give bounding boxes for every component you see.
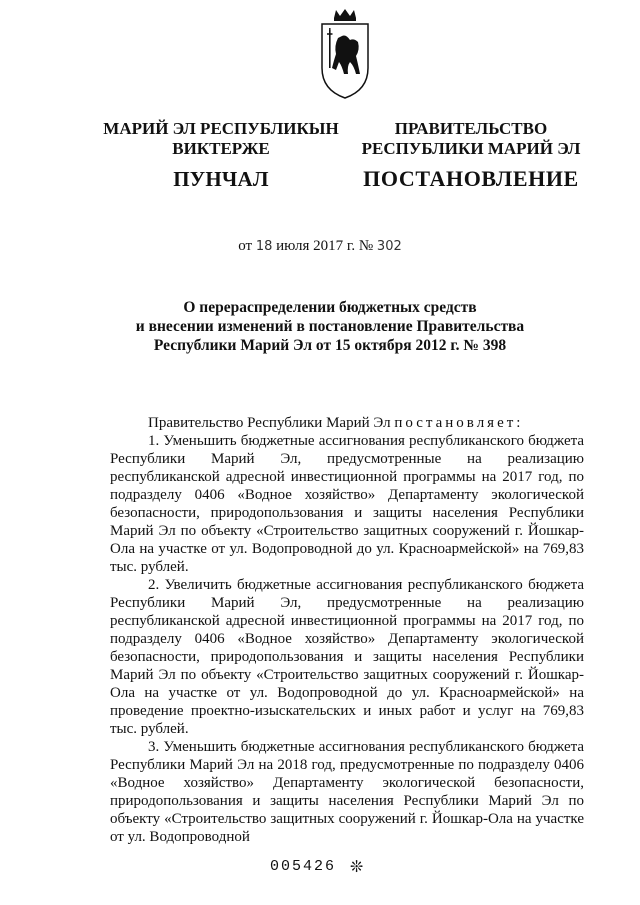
footer-mark-icon: ❊ <box>350 857 364 876</box>
header-right-doctype: ПОСТАНОВЛЕНИЕ <box>363 166 579 191</box>
title-line-2: и внесении изменений в постановление Правительства <box>135 318 525 335</box>
paragraph-1: 1. Уменьшить бюджетные ассигнования республиканского бюджета Республики Марий Эл, предусмотренные на реализацию республиканской адресной инвестиционной программы на 2017 год, по подразделу 0406 «Водное хозяйство» Департаменту экологической безопасности, природопользования и защиты населения Республики Марий Эл по объекту «Строительство защитных сооружений г. Йошкар-Ола на участке от ул. Водопроводной до ул. Красноармейской» на 769,83 тыс. рублей. <box>110 433 584 575</box>
coat-of-arms-icon <box>320 8 370 100</box>
title-line-1: О перераспределении бюджетных средств <box>183 299 477 316</box>
date-day: 18 <box>255 239 273 254</box>
title-line-3: Республики Марий Эл от 15 октября 2012 г. № 398 <box>153 337 507 354</box>
decree-intro <box>110 414 584 432</box>
decree-intro-text: Правительство Республики Марий Эл <box>148 415 391 431</box>
date-prefix: от <box>238 238 253 254</box>
decree-word: постановляет: <box>394 415 524 431</box>
date-month-year: июля 2017 г. № <box>276 238 374 254</box>
serial-number: 005426 <box>270 858 337 875</box>
document-body <box>110 414 584 846</box>
header-left <box>96 119 346 189</box>
document-number: 302 <box>376 239 402 254</box>
header-left-line1: МАРИЙ ЭЛ РЕСПУБЛИКЫН <box>103 119 339 138</box>
document-title <box>80 298 580 355</box>
header-left-doctype: ПУНЧАЛ <box>173 167 269 191</box>
header-right-line1: ПРАВИТЕЛЬСТВО <box>394 119 548 138</box>
date-line <box>0 238 640 255</box>
paragraph-3: 3. Уменьшить бюджетные ассигнования республиканского бюджета Республики Марий Эл на 2018 год, предусмотренные по подразделу 0406 «Водное хозяйство» Департаменту экологической безопасности, природопользования и защиты населения Республики Марий Эл по объекту «Строительство защитных сооружений г. Йошкар-Ола на участке от ул. Водопроводной <box>110 739 584 845</box>
paragraph-2: 2. Увеличить бюджетные ассигнования республиканского бюджета Республики Марий Эл, предусмотренные на реализацию республиканской адресной инвестиционной программы на 2017 год, по подразделу 0406 «Водное хозяйство» Департаменту экологической безопасности, природопользования и защиты населения Республики Марий Эл по объекту «Строительство защитных сооружений г. Йошкар-Ола на участке от ул. Водопроводной до ул. Красноармейской» на проведение проектно-изыскательских и иных работ и услуг на 769,83 тыс. рублей. <box>110 577 584 737</box>
header-left-line2: ВИКТЕРЖЕ <box>172 139 270 158</box>
header-right-line2: РЕСПУБЛИКИ МАРИЙ ЭЛ <box>361 139 581 158</box>
header-right <box>358 119 584 189</box>
